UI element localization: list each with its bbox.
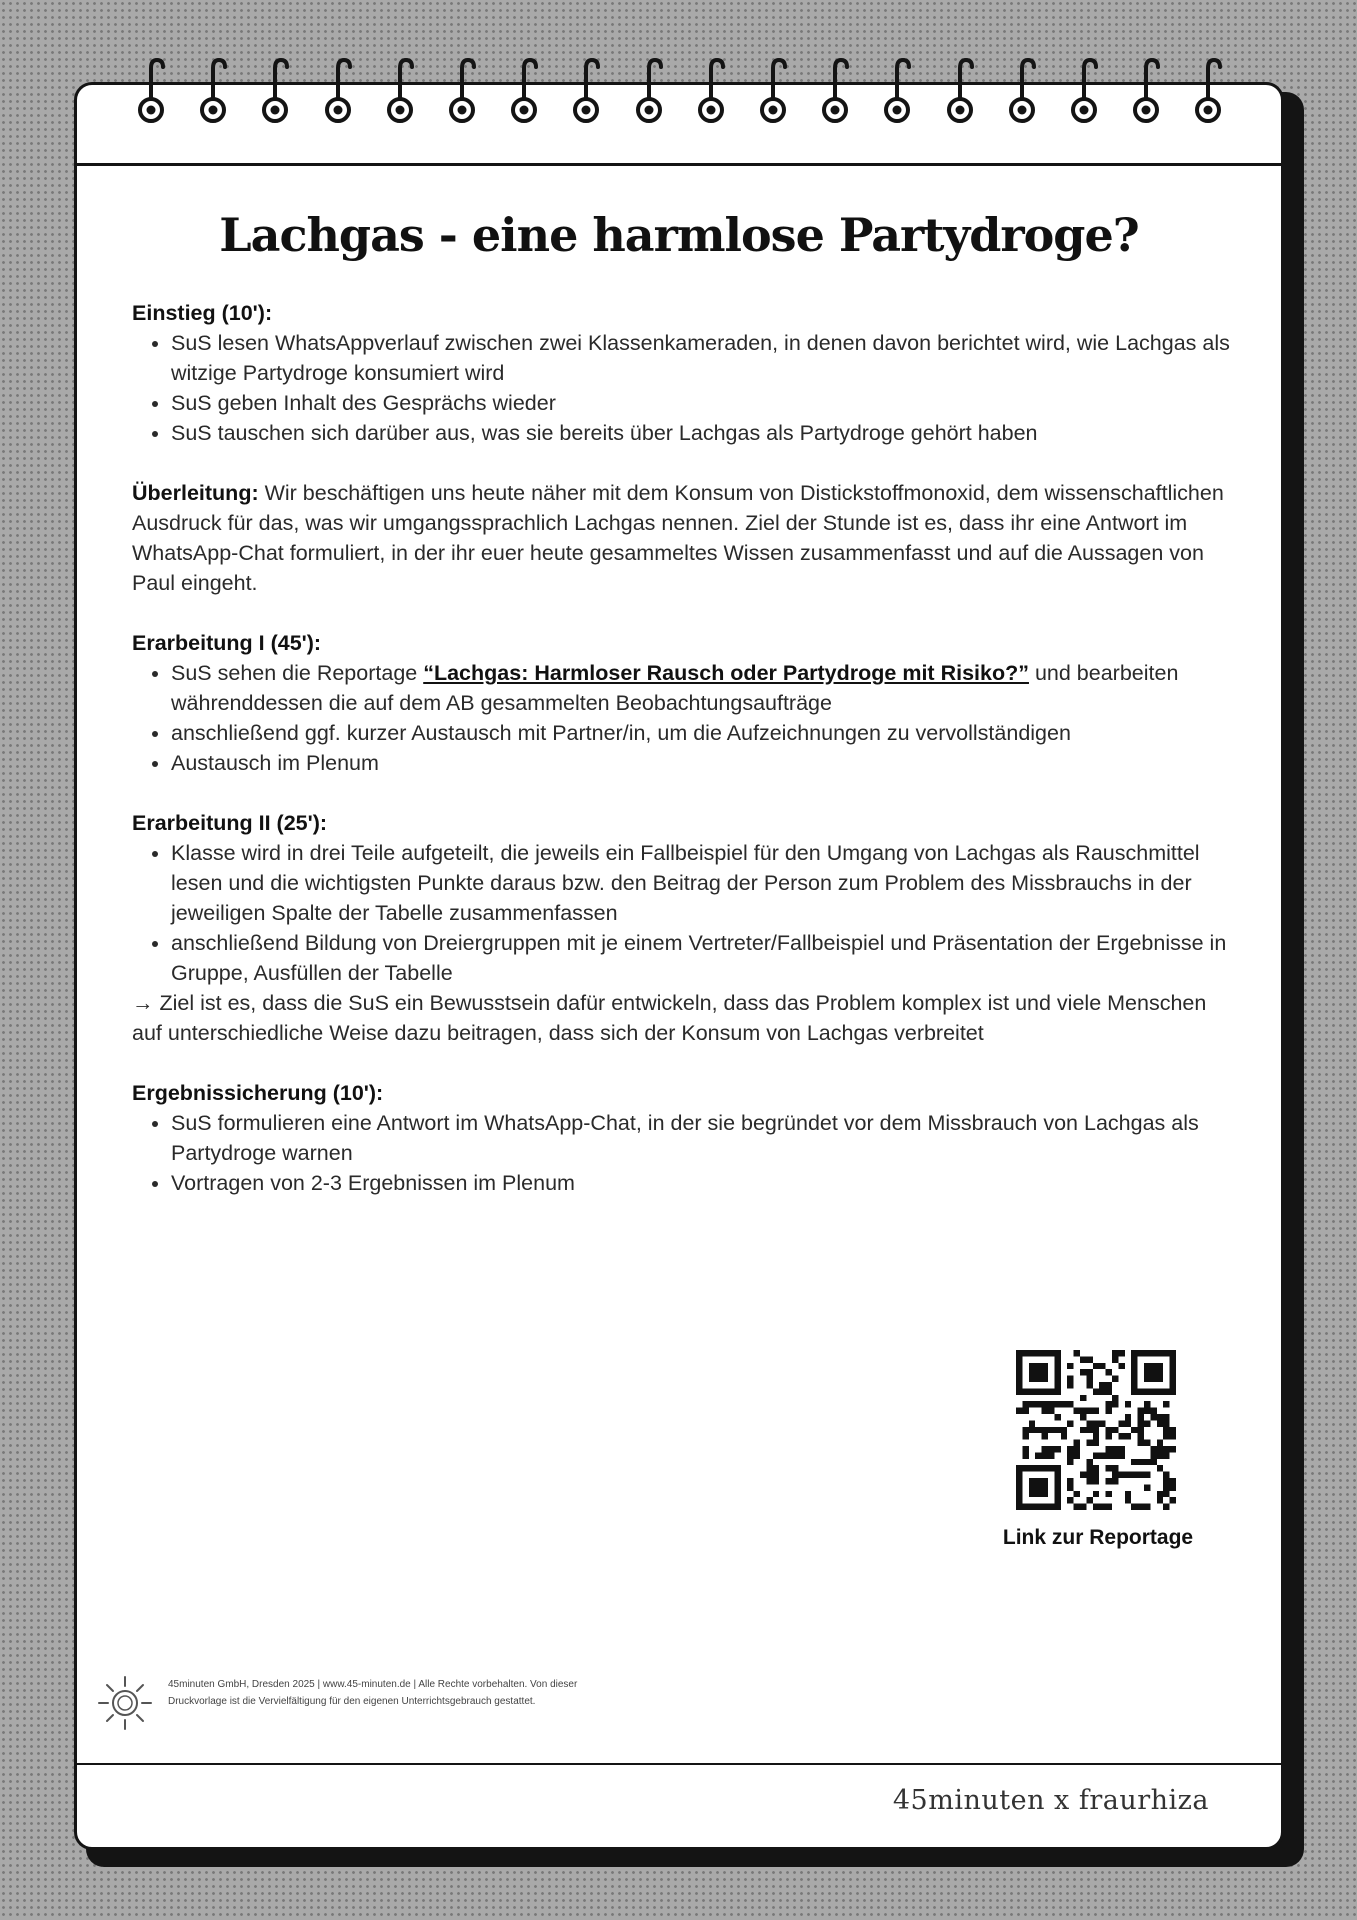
list-item	[171, 658, 1242, 718]
ergebnissicherung-list	[132, 1108, 1242, 1198]
list-item: • anschließend ggf. kurzer Austausch mit Partner/in, um die Aufzeichnungen zu vervollständigen	[171, 718, 1242, 748]
spiral-ring	[694, 58, 728, 126]
list-item: • Klasse wird in drei Teile aufgeteilt, die jeweils ein Fallbeispiel für den Umgang von Lachgas als Rauschmittel lesen und die wichtigsten Punkte daraus bzw. den Beitrag der Person zum Problem des Missbrauchs in der jeweiligen Spalte der Tabelle zusammenfassen	[171, 838, 1242, 928]
notepad-header-line	[77, 163, 1281, 166]
brand-signature: 45minuten x fraurhiza	[892, 1785, 1209, 1816]
spiral-ring	[632, 58, 666, 126]
spiral-ring	[321, 58, 355, 126]
list-item: • SuS geben Inhalt des Gesprächs wieder	[171, 388, 1242, 418]
reportage-link[interactable]: “Lachgas: Harmloser Rausch oder Partydroge mit Risiko?”	[423, 661, 1029, 685]
spiral-ring	[1067, 58, 1101, 126]
spiral-ring	[756, 58, 790, 126]
section-heading: Einstieg (10'):	[132, 301, 273, 325]
erarbeitung2-list	[132, 838, 1242, 988]
spiral-ring	[134, 58, 168, 126]
section-ueberleitung	[132, 478, 1242, 598]
footer-divider	[74, 1763, 1284, 1765]
qr-code-icon[interactable]	[1016, 1350, 1176, 1510]
section-heading: Überleitung:	[132, 481, 259, 505]
spiral-ring	[818, 58, 852, 126]
spiral-ring	[1191, 58, 1225, 126]
sun-logo-icon	[96, 1674, 154, 1732]
spiral-ring	[1129, 58, 1163, 126]
section-erarbeitung-1	[132, 628, 1242, 778]
item-text: und bearbeiten währenddessen die auf dem AB gesammelten Beobachtungsaufträge	[171, 661, 1179, 715]
list-item: • SuS tauschen sich darüber aus, was sie bereits über Lachgas als Partydroge gehört haben	[171, 418, 1242, 448]
einstieg-list	[132, 328, 1242, 448]
lesson-plan	[132, 298, 1242, 1228]
section-erarbeitung-2	[132, 808, 1242, 1048]
section-ergebnissicherung	[132, 1078, 1242, 1198]
erarbeitung1-list	[132, 658, 1242, 778]
legal-notice: 45minuten GmbH, Dresden 2025 | www.45-minuten.de | Alle Rechte vorbehalten. Von dieser Druckvorlage ist die Vervielfältigung für den eigenen Unterrichtsgebrauch gestattet.	[168, 1679, 578, 1707]
list-item: • anschließend Bildung von Dreiergruppen mit je einem Vertreter/Fallbeispiel und Präsentation der Ergebnisse in Gruppe, Ausfüllen der Tabelle	[171, 928, 1242, 988]
spiral-ring	[383, 58, 417, 126]
spiral-ring	[943, 58, 977, 126]
spiral-ring	[507, 58, 541, 126]
list-item: • Vortragen von 2-3 Ergebnissen im Plenum	[171, 1168, 1242, 1198]
list-item: • SuS lesen WhatsAppverlauf zwischen zwei Klassenkameraden, in denen davon berichtet wird, wie Lachgas als witzige Partydroge konsumiert wird	[171, 328, 1242, 388]
page-title: Lachgas - eine harmlose Partydroge?	[219, 208, 1139, 262]
spiral-ring	[569, 58, 603, 126]
spiral-ring	[445, 58, 479, 126]
section-heading: Erarbeitung II (25'):	[132, 811, 328, 835]
item-text: SuS sehen die Reportage	[171, 661, 418, 685]
section-heading: Ergebnissicherung (10'):	[132, 1081, 384, 1105]
spiral-ring	[1005, 58, 1039, 126]
spiral-ring	[258, 58, 292, 126]
qr-code-label: Link zur Reportage	[1002, 1526, 1194, 1549]
section-heading: Erarbeitung I (45'):	[132, 631, 322, 655]
spiral-binding	[78, 0, 1228, 130]
spiral-ring	[880, 58, 914, 126]
ueberleitung-text: Wir beschäftigen uns heute näher mit dem Konsum von Distickstoffmonoxid, dem wissenschaftlichen Ausdruck für das, was wir umgangssprachlich Lachgas nennen. Ziel der Stunde ist es, dass ihr eine Antwort im WhatsApp-Chat formuliert, in der ihr euer heute gesammeltes Wissen zusammenfasst und auf die Aussagen von Paul eingeht.	[132, 481, 1224, 595]
list-item: • Austausch im Plenum	[171, 748, 1242, 778]
spiral-ring	[196, 58, 230, 126]
goal-note: → Ziel ist es, dass die SuS ein Bewusstsein dafür entwickeln, dass das Problem komplex ist und viele Menschen auf unterschiedliche Weise dazu beitragen, dass sich der Konsum von Lachgas verbreitet	[132, 991, 1207, 1045]
list-item: • SuS formulieren eine Antwort im WhatsApp-Chat, in der sie begründet vor dem Missbrauch von Lachgas als Partydroge warnen	[171, 1108, 1242, 1168]
section-einstieg	[132, 298, 1242, 448]
ueberleitung-paragraph	[132, 478, 1242, 598]
